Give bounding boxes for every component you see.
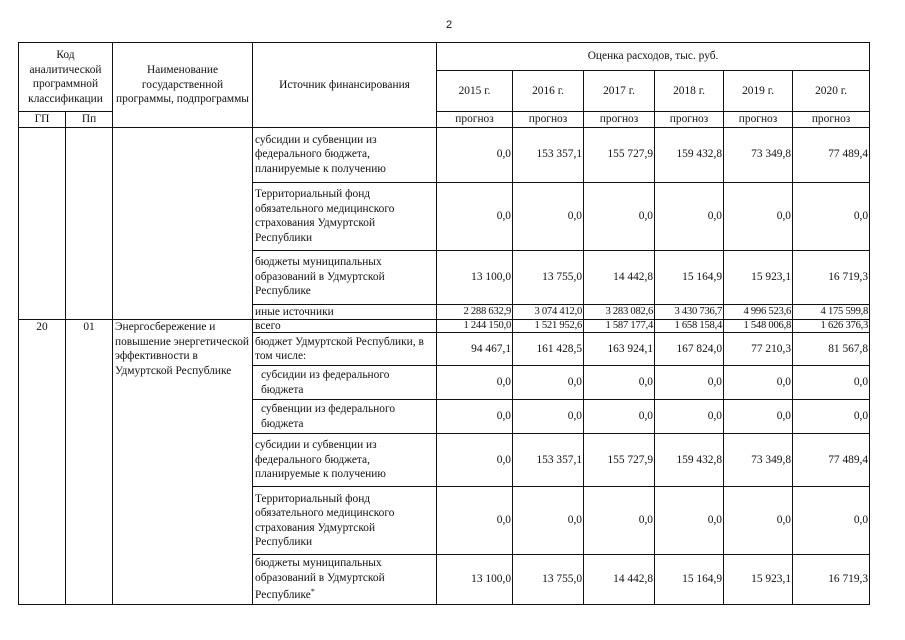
forecast-label: прогноз [724, 112, 793, 128]
value-cell: 81 567,8 [793, 333, 870, 366]
source-cell: субвенции из федерального бюджета [253, 400, 437, 434]
value-cell: 16 719,3 [793, 555, 870, 605]
value-cell: 159 432,8 [655, 127, 724, 182]
value-cell: 0,0 [793, 366, 870, 400]
value-cell: 0,0 [793, 400, 870, 434]
value-cell: 16 719,3 [793, 250, 870, 304]
year-header: 2015 г. [437, 71, 513, 112]
value-cell: 0,0 [655, 487, 724, 555]
value-cell: 0,0 [793, 487, 870, 555]
value-cell: 15 164,9 [655, 555, 724, 605]
name-column-header: Наименование государственной программы, подпрограммы [113, 43, 253, 128]
value-cell: 0,0 [655, 400, 724, 434]
value-cell: 15 923,1 [724, 250, 793, 304]
value-cell: 4 996 523,6 [724, 304, 793, 320]
source-cell [253, 555, 437, 605]
subprogram-name: Энергосбережение и повышение энергетической эффективности в Удмуртской Республике [113, 320, 253, 605]
name-cell [113, 127, 253, 320]
value-cell: 0,0 [724, 182, 793, 250]
source-cell: Территориальный фонд обязательного медицинского страхования Удмуртской Республики [253, 487, 437, 555]
value-cell: 163 924,1 [584, 333, 655, 366]
value-cell: 153 357,1 [513, 434, 584, 487]
value-cell: 77 489,4 [793, 127, 870, 182]
value-cell: 13 100,0 [437, 250, 513, 304]
value-cell: 1 587 177,4 [584, 320, 655, 333]
forecast-label: прогноз [584, 112, 655, 128]
forecast-label: прогноз [655, 112, 724, 128]
value-cell: 0,0 [513, 182, 584, 250]
value-cell: 0,0 [437, 182, 513, 250]
value-cell: 3 430 736,7 [655, 304, 724, 320]
pp-column-header: Пп [66, 112, 113, 128]
gp-cell [19, 127, 66, 320]
code-column-header: Код аналитической программной классификации [19, 43, 113, 112]
footnote-mark: * [310, 587, 315, 597]
table-row [19, 320, 870, 333]
value-cell: 161 428,5 [513, 333, 584, 366]
year-header: 2020 г. [793, 71, 870, 112]
value-cell: 14 442,8 [584, 555, 655, 605]
value-cell: 3 074 412,0 [513, 304, 584, 320]
source-cell: субсидии и субвенции из федерального бюджета, планируемые к получению [253, 127, 437, 182]
value-cell: 13 755,0 [513, 555, 584, 605]
value-cell: 4 175 599,8 [793, 304, 870, 320]
value-cell: 1 658 158,4 [655, 320, 724, 333]
value-cell: 13 100,0 [437, 555, 513, 605]
value-cell: 0,0 [584, 400, 655, 434]
gp-column-header: ГП [19, 112, 66, 128]
source-cell: бюджет Удмуртской Республики, в том числе: [253, 333, 437, 366]
estimate-header: Оценка расходов, тыс. руб. [437, 43, 870, 71]
source-cell: субсидии из федерального бюджета [253, 366, 437, 400]
forecast-label: прогноз [437, 112, 513, 128]
value-cell: 0,0 [724, 366, 793, 400]
source-cell: всего [253, 320, 437, 333]
value-cell: 0,0 [513, 487, 584, 555]
value-cell: 0,0 [724, 487, 793, 555]
value-cell: 15 923,1 [724, 555, 793, 605]
value-cell: 1 626 376,3 [793, 320, 870, 333]
value-cell: 0,0 [584, 366, 655, 400]
value-cell: 155 727,9 [584, 434, 655, 487]
value-cell: 155 727,9 [584, 127, 655, 182]
value-cell: 0,0 [437, 366, 513, 400]
value-cell: 15 164,9 [655, 250, 724, 304]
value-cell: 0,0 [437, 127, 513, 182]
value-cell: 2 288 632,9 [437, 304, 513, 320]
source-cell: Территориальный фонд обязательного медицинского страхования Удмуртской Республики [253, 182, 437, 250]
budget-table [18, 42, 870, 605]
year-header: 2017 г. [584, 71, 655, 112]
value-cell: 0,0 [513, 366, 584, 400]
value-cell: 1 521 952,6 [513, 320, 584, 333]
source-cell: бюджеты муниципальных образований в Удмуртской Республике [253, 250, 437, 304]
value-cell: 0,0 [437, 487, 513, 555]
value-cell: 0,0 [724, 400, 793, 434]
value-cell: 0,0 [793, 182, 870, 250]
value-cell: 0,0 [437, 434, 513, 487]
value-cell: 1 548 006,8 [724, 320, 793, 333]
value-cell: 0,0 [584, 487, 655, 555]
source-text: бюджеты муниципальных образований в Удмуртской Республике [255, 557, 385, 602]
source-cell: субсидии и субвенции из федерального бюджета, планируемые к получению [253, 434, 437, 487]
value-cell: 3 283 082,6 [584, 304, 655, 320]
value-cell: 153 357,1 [513, 127, 584, 182]
value-cell: 0,0 [655, 182, 724, 250]
forecast-label: прогноз [793, 112, 870, 128]
value-cell: 0,0 [584, 182, 655, 250]
value-cell: 0,0 [655, 366, 724, 400]
year-header: 2018 г. [655, 71, 724, 112]
value-cell: 0,0 [513, 400, 584, 434]
value-cell: 14 442,8 [584, 250, 655, 304]
value-cell: 1 244 150,0 [437, 320, 513, 333]
value-cell: 73 349,8 [724, 127, 793, 182]
value-cell: 73 349,8 [724, 434, 793, 487]
header-row [19, 43, 870, 71]
value-cell: 0,0 [437, 400, 513, 434]
forecast-label: прогноз [513, 112, 584, 128]
pp-cell: 01 [66, 320, 113, 605]
year-header: 2019 г. [724, 71, 793, 112]
pp-cell [66, 127, 113, 320]
page-number: 2 [446, 19, 453, 31]
value-cell: 167 824,0 [655, 333, 724, 366]
gp-cell: 20 [19, 320, 66, 605]
value-cell: 159 432,8 [655, 434, 724, 487]
source-cell: иные источники [253, 304, 437, 320]
value-cell: 77 210,3 [724, 333, 793, 366]
table-row [19, 127, 870, 182]
value-cell: 13 755,0 [513, 250, 584, 304]
source-column-header: Источник финансирования [253, 43, 437, 128]
value-cell: 77 489,4 [793, 434, 870, 487]
value-cell: 94 467,1 [437, 333, 513, 366]
year-header: 2016 г. [513, 71, 584, 112]
